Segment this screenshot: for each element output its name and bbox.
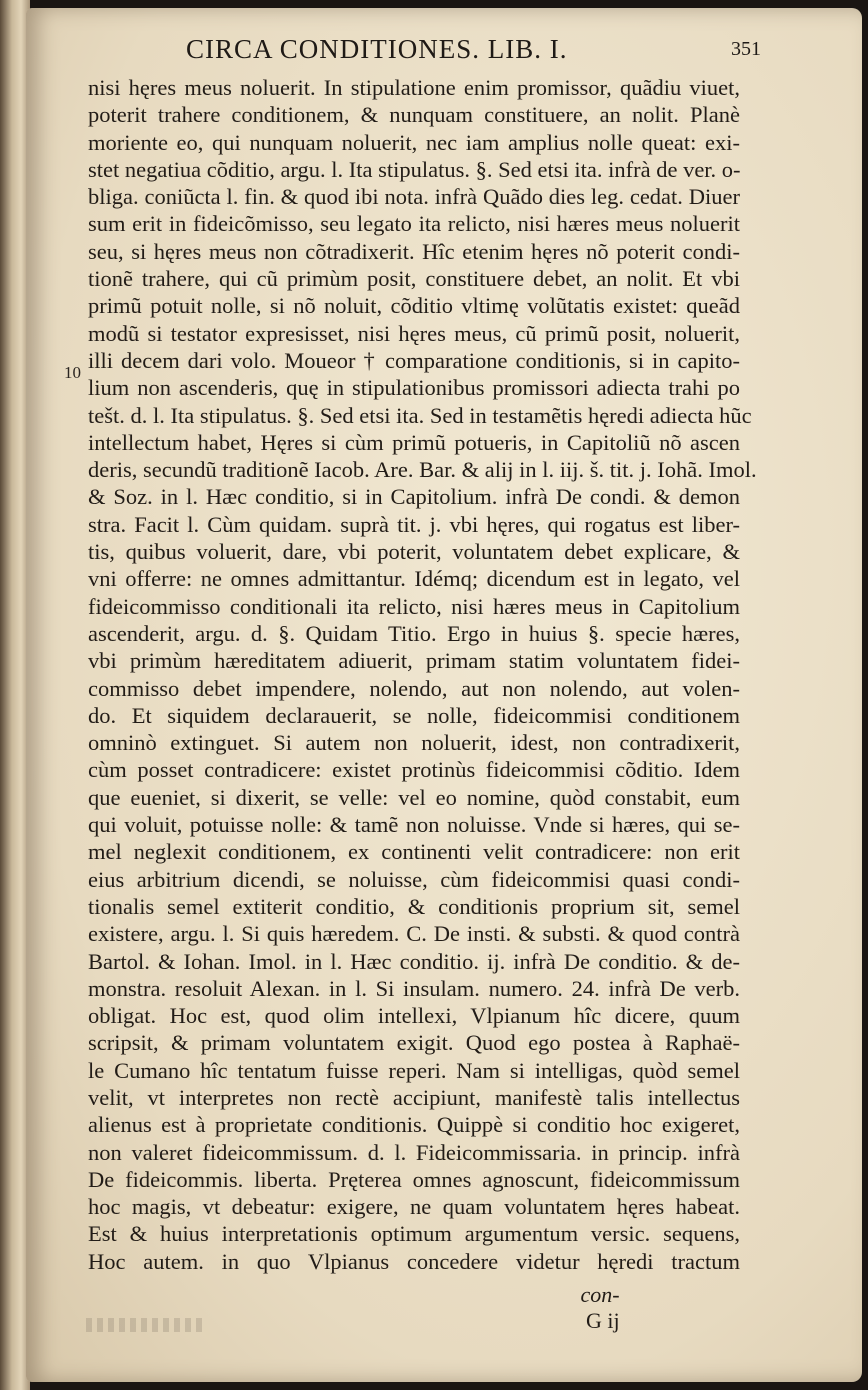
text-line: lium non ascenderis, quę in stipulationibus promissori adiecta trahi po bbox=[88, 375, 740, 401]
text-line: que eueniet, si dixerit, se velle: vel eo nomine, quòd constabit, eum bbox=[88, 784, 740, 810]
text-line: existere, argu. l. Si quis hæredem. C. De insti. & substi. & quod contrà bbox=[88, 921, 740, 947]
text-line: stet negatiua cõditio, argu. l. Ita stipulatus. §. Sed etsi ita. infrà de ver. o- bbox=[88, 156, 741, 182]
text-line: tešt. d. l. Ita stipulatus. §. Sed etsi ita. Sed in testamẽtis hęredi adiecta hũc bbox=[88, 402, 752, 428]
text-line: primũ potuit nolle, si nõ noluit, cõditio vltimę volũtatis existet: queãd bbox=[88, 293, 740, 319]
text-line: Hoc autem. in quo Vlpianus concedere videtur hęredi tractum bbox=[88, 1248, 740, 1274]
text-line: cùm posset contradicere: existet protinùs fideicommisi cõditio. Idem bbox=[88, 757, 740, 783]
running-title: CIRCA CONDITIONES. LIB. I. bbox=[186, 34, 568, 64]
text-line: bliga. coniũcta l. fin. & quod ibi nota. infrà Quãdo dies leg. cedat. Diuer bbox=[88, 184, 740, 210]
text-line: monstra. resoluit Alexan. in l. Si insulam. numero. 24. infrà De verb. bbox=[88, 975, 740, 1001]
folio-number: 351 bbox=[731, 38, 761, 60]
text-line: omninò extinguet. Si autem non noluerit, idest, non contradixerit, bbox=[88, 730, 740, 756]
text-line: tionalis semel extiterit conditio, & conditionis proprium sit, semel bbox=[88, 893, 740, 919]
text-line: tionẽ trahere, qui cũ primùm posit, constituere debet, an nolit. Et vbi bbox=[88, 266, 740, 292]
text-line: ascenderit, argu. d. §. Quidam Titio. Ergo in huius §. specie hæres, bbox=[88, 620, 740, 646]
text-line: tis, quibus voluerit, dare, vbi poterit, voluntatem debet explicare, & bbox=[88, 539, 740, 565]
signature-mark bbox=[580, 1282, 620, 1334]
body-text bbox=[88, 74, 757, 1275]
text-line: modũ si testator expresisset, nisi hęres meus, cũ primũ posit, noluerit, bbox=[88, 320, 740, 346]
signature-text: G ij bbox=[586, 1308, 620, 1333]
text-line: nisi hęres meus noluerit. In stipulatione enim promissor, quãdiu viuet, bbox=[88, 75, 740, 100]
text-line: Bartol. & Iohan. Imol. in l. Hæc conditio. ij. infrà De conditio. & de- bbox=[88, 948, 740, 974]
text-line: alienus est à proprietate conditionis. Quippè si conditio hoc exigeret, bbox=[88, 1112, 740, 1138]
text-line: fideicommisso conditionali ita relicto, nisi hæres meus in Capitolium bbox=[88, 593, 740, 619]
bleed-through bbox=[86, 1318, 206, 1332]
text-line: poterit trahere conditionem, & nunquam constituere, an nolit. Planè bbox=[88, 102, 740, 128]
text-line: & Soz. in l. Hæc conditio, si in Capitolium. infrà De condi. & demon bbox=[88, 484, 740, 510]
text-line: eius arbitrium dicendi, se noluisse, cùm fideicommisi quasi condi- bbox=[88, 866, 740, 892]
text-line: moriente eo, qui nunquam noluerit, nec iam amplius nolle queat: exi- bbox=[88, 129, 740, 155]
text-line: Est & huius interpretationis optimum argumentum versic. sequens, bbox=[88, 1221, 740, 1247]
text-line: De fideicommis. liberta. Pręterea omnes agnoscunt, fideicommissum bbox=[88, 1166, 740, 1192]
book-page bbox=[26, 8, 862, 1382]
text-line: intellectum habet, Hęres si cùm primũ potueris, in Capitoliũ nõ ascen bbox=[88, 429, 740, 455]
text-line: qui voluit, potuisse nolle: & tamẽ non noluisse. Vnde si hæres, qui se- bbox=[88, 812, 740, 838]
text-line: stra. Facit l. Cùm quidam. suprà tit. j. vbi hęres, qui rogatus est liber- bbox=[88, 511, 740, 537]
text-line: deris, secundũ traditionẽ Iacob. Are. Bar. & alij in l. iij. š. tit. j. Iohã. Imol. bbox=[88, 457, 757, 483]
text-line: le Cumano hîc tentatum fuisse reperi. Nam si intelligas, quòd semel bbox=[88, 1057, 740, 1083]
text-line: do. Et siquidem declarauerit, se nolle, fideicommisi conditionem bbox=[88, 702, 740, 728]
text-line: hoc magis, vt debeatur: exigere, ne quam voluntatem hęres habeat. bbox=[88, 1194, 740, 1220]
text-line: mel neglexit conditionem, ex continenti velit contradicere: non erit bbox=[88, 839, 740, 865]
text-line: seu, si hęres meus non cõtradixerit. Hîc etenim hęres nõ poterit condi- bbox=[88, 238, 740, 264]
text-line: sum erit in fideicõmisso, seu legato ita relicto, nisi hæres meus noluerit bbox=[88, 211, 740, 237]
text-line: illi decem dari volo. Moueor † comparatione conditionis, si in capito- bbox=[88, 347, 740, 373]
text-line: commisso debet impendere, nolendo, aut non nolendo, aut volen- bbox=[88, 675, 740, 701]
margin-note: 10 bbox=[64, 363, 81, 382]
text-line: obligat. Hoc est, quod olim intellexi, Vlpianum hîc dicere, quum bbox=[88, 1003, 740, 1029]
page-header bbox=[166, 30, 761, 70]
text-line: vni offerre: ne omnes admittantur. Idémq; dicendum est in legato, vel bbox=[88, 566, 740, 592]
text-line: scripsit, & primam voluntatem exigit. Quod ego postea à Raphaë- bbox=[88, 1030, 740, 1056]
catchword: con- bbox=[580, 1282, 620, 1307]
text-line: velit, vt interpretes non rectè accipiunt, manifestè talis intellectus bbox=[88, 1084, 740, 1110]
text-line: non valeret fideicommissum. d. l. Fideicommissaria. in princip. infrà bbox=[88, 1139, 740, 1165]
text-line: vbi primùm hæreditatem adiuerit, primam statim voluntatem fidei- bbox=[88, 648, 740, 674]
